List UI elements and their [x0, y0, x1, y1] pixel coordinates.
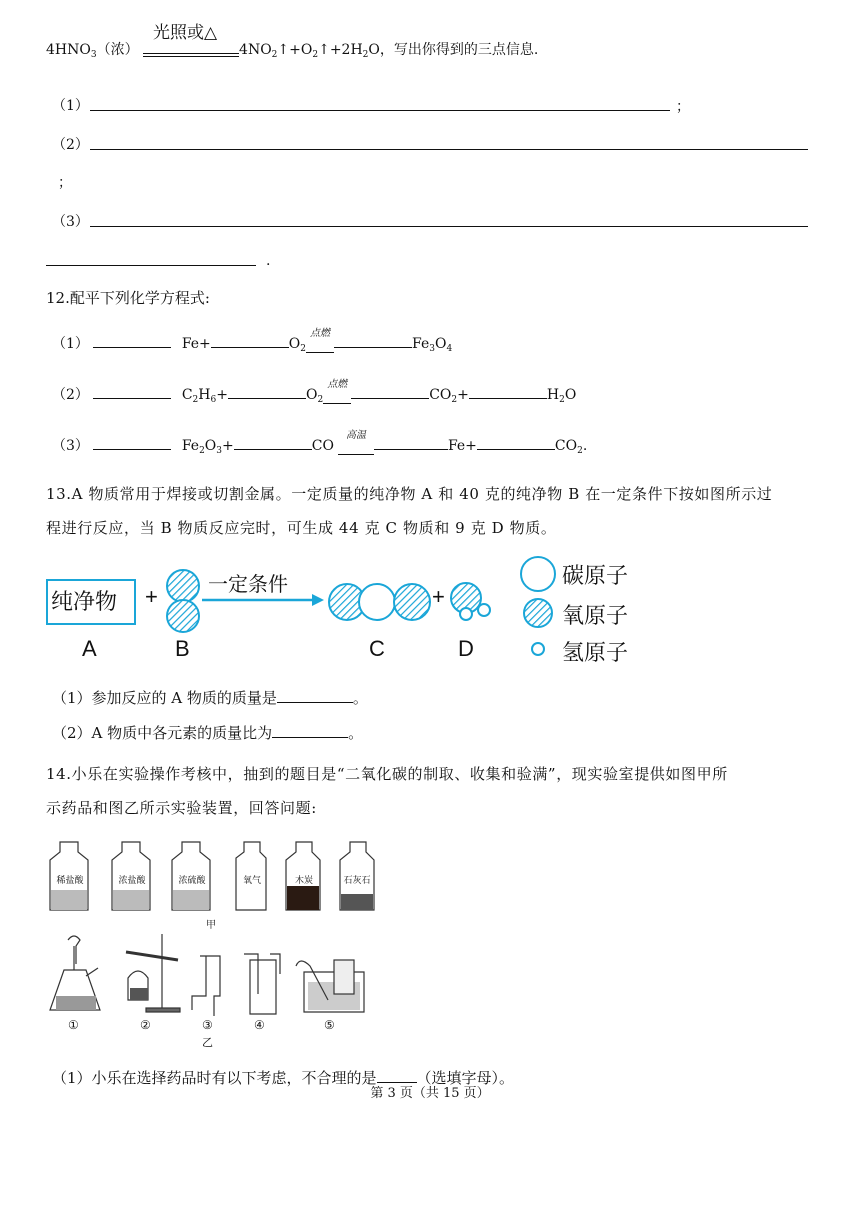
figure-label-jia: 甲 [206, 920, 216, 931]
label-b: B [175, 636, 190, 661]
q12-eq2: （2） $C_2H_6+ O_2$ 点燃 $CO_2+ H_2O$ [52, 379, 577, 405]
figure-label-yi: 乙 [202, 1037, 213, 1049]
arrow-icon [312, 594, 324, 606]
answer-blank-3b[interactable] [46, 265, 256, 266]
legend-oxygen-icon [524, 599, 552, 627]
oxygen-atom-icon [394, 584, 430, 620]
oxygen-atom-icon [167, 600, 199, 632]
coef-blank[interactable] [93, 384, 171, 399]
apparatus-3-label: ③ [202, 1018, 213, 1032]
reaction-condition: 光照或△ [153, 23, 218, 42]
hydrogen-atom-icon [478, 604, 490, 616]
apparatus-1-label: ① [68, 1018, 79, 1032]
coef-blank[interactable] [351, 384, 429, 399]
answer-blank[interactable] [377, 1068, 417, 1083]
bottle-label: 浓硫酸 [178, 875, 206, 885]
answer-blank[interactable] [277, 688, 353, 703]
answer-blank[interactable] [272, 723, 348, 738]
bottle-label: 浓盐酸 [118, 875, 146, 885]
hno3-equation: $4HNO_3$（浓） 光照或△ $4NO_2↑+O_2↑+2H_2O$，写出你得到的三点信息. [46, 23, 539, 60]
info-item-2-end: ； [58, 175, 72, 191]
coef-blank[interactable] [334, 333, 412, 348]
q12-eq1: （1） $Fe+ O_2$ 点燃 $Fe_3O_4$ [52, 328, 453, 354]
hydrogen-atom-icon [460, 608, 472, 620]
legend-hydrogen: 氢原子 [562, 640, 629, 665]
legend-hydrogen-icon [532, 643, 544, 655]
label-c: C [369, 636, 385, 661]
info-item-3: （3） [52, 214, 89, 230]
info-item-1: （1） [52, 98, 89, 114]
apparatus-2-label: ② [140, 1018, 151, 1032]
q13-sub1: （1）参加反应的 A 物质的质量是 。 [52, 689, 368, 707]
q12-title: 12.配平下列化学方程式: [46, 289, 210, 307]
box-text: 纯净物 [51, 589, 118, 614]
answer-blank-2[interactable] [90, 149, 808, 150]
bottle-label: 木炭 [294, 875, 313, 885]
info-item-2: （2） [52, 137, 89, 153]
bottle-label: 氧气 [242, 875, 261, 885]
q13-text: 13.A 物质常用于焊接或切割金属。一定质量的纯净物 A 和 40 克的纯净物 B 在一定条件下按如图所示过 程进行反应，当 B 物质反应完时，可生成 44 克 C 物质和 9 克 D 物质。 [46, 485, 773, 537]
coef-blank[interactable] [234, 435, 312, 450]
reaction-diagram [46, 552, 656, 670]
chemicals-figure [46, 838, 386, 931]
q14-text: 14.小乐在实验操作考核中，抽到的题目是“二氧化碳的制取、收集和验满”，现实验室提供如图甲所 示药品和图乙所示实验装置，回答问题: [46, 765, 728, 817]
info-item-1-end: ； [676, 99, 690, 115]
bottle-label: 石灰石 [343, 875, 371, 885]
page-footer: 第 3 页（共 15 页） [370, 1086, 490, 1101]
apparatus-5-label: ⑤ [324, 1018, 335, 1032]
legend-carbon-icon [521, 557, 555, 591]
info-item-3-end: . [266, 253, 271, 269]
q14-sub1: （1）小乐在选择药品时有以下考虑，不合理的是 （选填字母）。 [52, 1069, 515, 1087]
plus-sign: + [145, 584, 158, 609]
plus-sign: + [432, 584, 445, 609]
legend-carbon: 碳原子 [562, 563, 629, 588]
carbon-atom-icon [359, 584, 395, 620]
answer-blank-3a[interactable] [90, 226, 808, 227]
coef-blank[interactable] [228, 384, 306, 399]
apparatus-figure [46, 930, 376, 1048]
coef-blank[interactable] [469, 384, 547, 399]
bottle-label: 稀盐酸 [56, 875, 84, 885]
arrow-text: 一定条件 [208, 574, 288, 596]
label-d: D [458, 636, 474, 661]
coef-blank[interactable] [374, 435, 448, 450]
label-a: A [82, 636, 97, 661]
coef-blank[interactable] [211, 333, 289, 348]
oxygen-atom-icon [167, 570, 199, 602]
q13-sub2: （2）A 物质中各元素的质量比为 。 [52, 724, 364, 742]
q12-eq3: （3） $Fe_2O_3+$ CO 高温 $Fe+ CO_2$. [52, 430, 588, 456]
apparatus-4-label: ④ [254, 1018, 265, 1032]
coef-blank[interactable] [93, 333, 171, 348]
legend-oxygen: 氧原子 [562, 603, 629, 628]
answer-blank-1[interactable] [90, 110, 670, 111]
coef-blank[interactable] [93, 435, 171, 450]
coef-blank[interactable] [477, 435, 555, 450]
